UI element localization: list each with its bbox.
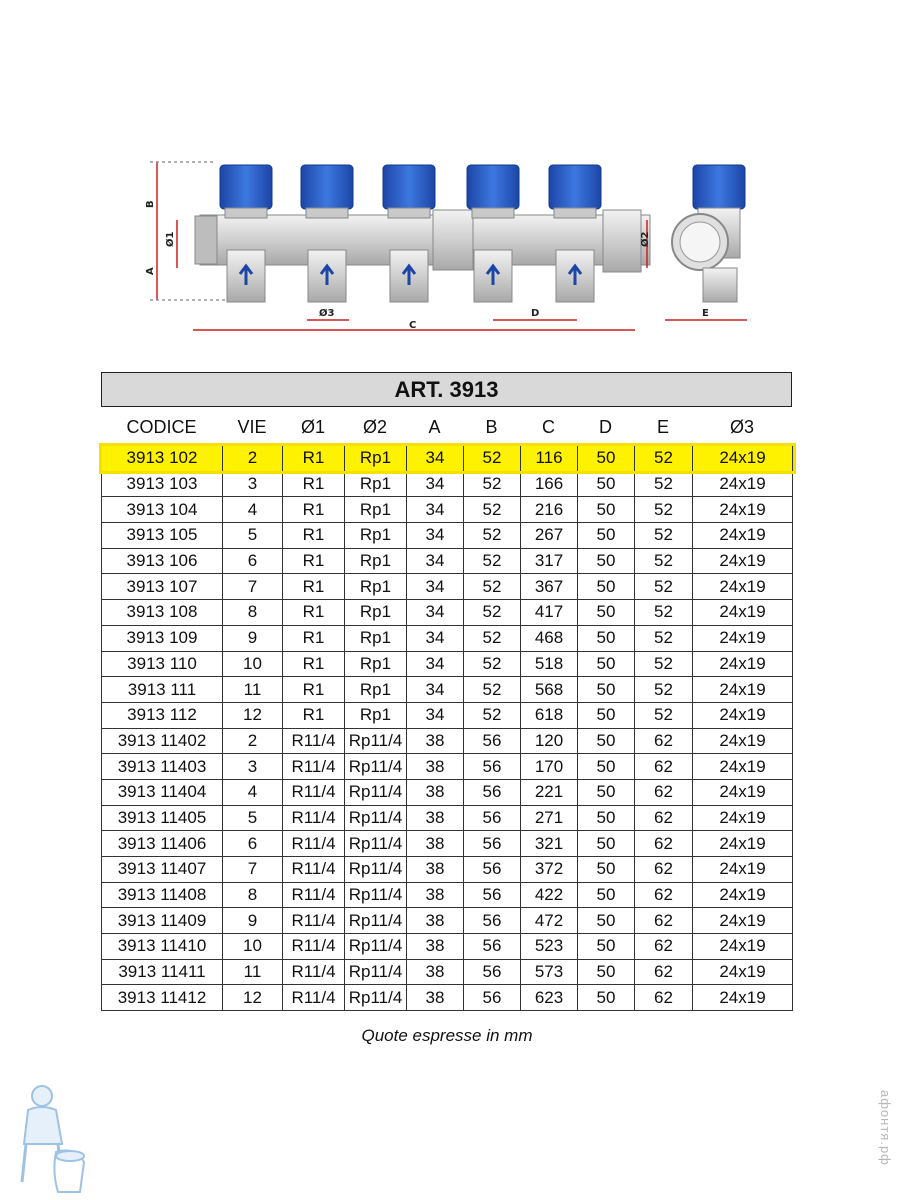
table-cell: 52 xyxy=(635,677,693,703)
table-cell: 523 xyxy=(521,934,578,960)
table-row xyxy=(102,985,793,1011)
table-cell: 216 xyxy=(521,497,578,523)
table-cell: 9 xyxy=(223,625,283,651)
table-cell: 62 xyxy=(635,882,693,908)
table-cell: 50 xyxy=(578,625,635,651)
table-cell: 6 xyxy=(223,548,283,574)
table-cell: 24x19 xyxy=(693,600,793,626)
table-cell: 50 xyxy=(578,600,635,626)
table-cell: 50 xyxy=(578,934,635,960)
table-cell: 34 xyxy=(407,651,464,677)
table-cell: 3913 11408 xyxy=(102,882,223,908)
table-cell: 24x19 xyxy=(693,754,793,780)
table-cell: 623 xyxy=(521,985,578,1011)
table-cell: 317 xyxy=(521,548,578,574)
table-cell: Rp1 xyxy=(345,446,407,472)
table-row xyxy=(102,728,793,754)
column-header: Ø1 xyxy=(300,417,325,437)
table-row xyxy=(102,779,793,805)
table-cell: 50 xyxy=(578,702,635,728)
column-header: C xyxy=(542,417,555,437)
label-e: E xyxy=(702,308,709,319)
table-cell: 38 xyxy=(407,882,464,908)
table-cell: 3913 11403 xyxy=(102,754,223,780)
table-row xyxy=(102,574,793,600)
table-cell: 3913 102 xyxy=(102,446,223,472)
table-cell: 3913 11406 xyxy=(102,831,223,857)
table-cell: 62 xyxy=(635,831,693,857)
table-row xyxy=(102,754,793,780)
table-cell: 52 xyxy=(464,600,521,626)
table-cell: Rp1 xyxy=(345,523,407,549)
table-cell: R1 xyxy=(283,625,345,651)
table-cell: 52 xyxy=(635,651,693,677)
table-cell: 34 xyxy=(407,625,464,651)
table-cell: 34 xyxy=(407,497,464,523)
table-cell: 3 xyxy=(223,471,283,497)
table-cell: 12 xyxy=(223,702,283,728)
table-cell: 24x19 xyxy=(693,651,793,677)
table-cell: 4 xyxy=(223,779,283,805)
table-cell: 56 xyxy=(464,754,521,780)
table-cell: 52 xyxy=(635,446,693,472)
table-cell: 3913 103 xyxy=(102,471,223,497)
table-cell: 34 xyxy=(407,702,464,728)
table-cell: 56 xyxy=(464,882,521,908)
table-cell: R1 xyxy=(283,702,345,728)
table-cell: R11/4 xyxy=(283,857,345,883)
table-cell: 62 xyxy=(635,959,693,985)
table-cell: 62 xyxy=(635,779,693,805)
table-cell: 618 xyxy=(521,702,578,728)
table-cell: 34 xyxy=(407,677,464,703)
table-cell: 62 xyxy=(635,754,693,780)
table-row xyxy=(102,831,793,857)
table-cell: 24x19 xyxy=(693,805,793,831)
table-cell: 3913 11411 xyxy=(102,959,223,985)
table-cell: 50 xyxy=(578,523,635,549)
column-header: E xyxy=(656,417,669,437)
label-a: A xyxy=(145,267,156,275)
table-cell: Rp11/4 xyxy=(345,959,407,985)
table-cell: 24x19 xyxy=(693,446,793,472)
table-cell: R1 xyxy=(283,574,345,600)
table-cell: 38 xyxy=(407,754,464,780)
watermark: афонтя.рф xyxy=(878,1090,893,1166)
table-cell: 6 xyxy=(223,831,283,857)
right-coupling xyxy=(603,210,641,272)
table-cell: 34 xyxy=(407,446,464,472)
table-cell: 38 xyxy=(407,728,464,754)
label-d1: Ø1 xyxy=(165,231,176,247)
table-cell: R11/4 xyxy=(283,959,345,985)
table-cell: 573 xyxy=(521,959,578,985)
table-cell: Rp1 xyxy=(345,625,407,651)
table-cell: 3913 109 xyxy=(102,625,223,651)
table-cell: 5 xyxy=(223,523,283,549)
table-cell: 3913 11409 xyxy=(102,908,223,934)
table-cell: 7 xyxy=(223,857,283,883)
table-cell: 50 xyxy=(578,805,635,831)
table-cell: Rp11/4 xyxy=(345,779,407,805)
table-cell: 34 xyxy=(407,548,464,574)
table-cell: 38 xyxy=(407,857,464,883)
table-cell: 52 xyxy=(635,574,693,600)
table-cell: 52 xyxy=(635,548,693,574)
table-cell: Rp1 xyxy=(345,651,407,677)
table-cell: Rp11/4 xyxy=(345,728,407,754)
table-cell: 3913 107 xyxy=(102,574,223,600)
table-cell: 52 xyxy=(464,523,521,549)
manifold-drawing xyxy=(135,150,785,345)
column-header: D xyxy=(599,417,612,437)
table-cell: 56 xyxy=(464,959,521,985)
table-cell: R1 xyxy=(283,677,345,703)
table-cell: 24x19 xyxy=(693,574,793,600)
table-cell: 52 xyxy=(464,446,521,472)
table-cell: 24x19 xyxy=(693,908,793,934)
table-row xyxy=(102,702,793,728)
table-cell: 52 xyxy=(635,497,693,523)
table-row xyxy=(102,600,793,626)
table-cell: 34 xyxy=(407,600,464,626)
table-cell: Rp11/4 xyxy=(345,882,407,908)
table-row xyxy=(102,548,793,574)
table-cell: 24x19 xyxy=(693,934,793,960)
table-cell: R11/4 xyxy=(283,882,345,908)
table-cell: 472 xyxy=(521,908,578,934)
table-cell: R11/4 xyxy=(283,754,345,780)
table-cell: 10 xyxy=(223,651,283,677)
table-row xyxy=(102,908,793,934)
table-cell: R1 xyxy=(283,523,345,549)
table-cell: 24x19 xyxy=(693,831,793,857)
table-cell: 62 xyxy=(635,908,693,934)
table-title: ART. 3913 xyxy=(101,372,792,407)
table-cell: 50 xyxy=(578,651,635,677)
table-cell: 38 xyxy=(407,908,464,934)
table-cell: 24x19 xyxy=(693,548,793,574)
table-row xyxy=(102,677,793,703)
table-cell: 11 xyxy=(223,959,283,985)
table-cell: 3 xyxy=(223,754,283,780)
table-cell: 52 xyxy=(464,702,521,728)
table-cell: Rp1 xyxy=(345,677,407,703)
table-cell: 221 xyxy=(521,779,578,805)
table-cell: 34 xyxy=(407,574,464,600)
table-cell: Rp1 xyxy=(345,600,407,626)
table-cell: 3913 110 xyxy=(102,651,223,677)
table-cell: Rp11/4 xyxy=(345,754,407,780)
plumber-mascot-logo xyxy=(6,1082,96,1197)
table-cell: 12 xyxy=(223,985,283,1011)
table-cell: 38 xyxy=(407,985,464,1011)
table-cell: 11 xyxy=(223,677,283,703)
table-cell: 50 xyxy=(578,677,635,703)
table-cell: 10 xyxy=(223,934,283,960)
table-cell: 2 xyxy=(223,728,283,754)
table-cell: 56 xyxy=(464,728,521,754)
table-row xyxy=(102,497,793,523)
table-cell: R11/4 xyxy=(283,728,345,754)
side-view xyxy=(672,165,745,302)
table-cell: 52 xyxy=(464,548,521,574)
table-cell: 62 xyxy=(635,985,693,1011)
middle-coupling xyxy=(433,210,473,270)
table-cell: 56 xyxy=(464,779,521,805)
table-cell: 24x19 xyxy=(693,497,793,523)
table-cell: 518 xyxy=(521,651,578,677)
table-cell: 3913 111 xyxy=(102,677,223,703)
table-cell: 52 xyxy=(464,651,521,677)
table-cell: Rp1 xyxy=(345,702,407,728)
table-cell: 50 xyxy=(578,446,635,472)
column-header: VIE xyxy=(237,417,267,437)
table-cell: Rp1 xyxy=(345,471,407,497)
table-cell: 50 xyxy=(578,548,635,574)
table-row xyxy=(102,651,793,677)
table-row xyxy=(102,523,793,549)
table-row xyxy=(102,857,793,883)
table-cell: 38 xyxy=(407,959,464,985)
table-header-row xyxy=(101,410,792,444)
spec-table xyxy=(101,445,793,1011)
table-cell: 52 xyxy=(464,497,521,523)
table-cell: 56 xyxy=(464,985,521,1011)
table-cell: 52 xyxy=(464,677,521,703)
table-cell: R1 xyxy=(283,471,345,497)
column-header: A xyxy=(428,417,441,437)
table-cell: 367 xyxy=(521,574,578,600)
table-cell: 3913 112 xyxy=(102,702,223,728)
table-cell: 62 xyxy=(635,934,693,960)
table-cell: 3913 11407 xyxy=(102,857,223,883)
table-cell: 3913 11410 xyxy=(102,934,223,960)
table-cell: 62 xyxy=(635,805,693,831)
table-cell: 24x19 xyxy=(693,985,793,1011)
table-cell: 24x19 xyxy=(693,523,793,549)
table-cell: 62 xyxy=(635,857,693,883)
table-cell: 38 xyxy=(407,805,464,831)
table-cell: 7 xyxy=(223,574,283,600)
table-cell: R11/4 xyxy=(283,908,345,934)
table-cell: R1 xyxy=(283,548,345,574)
table-cell: 422 xyxy=(521,882,578,908)
table-cell: 4 xyxy=(223,497,283,523)
table-cell: 3913 11405 xyxy=(102,805,223,831)
table-cell: 50 xyxy=(578,857,635,883)
table-row xyxy=(102,446,793,472)
table-cell: 50 xyxy=(578,985,635,1011)
table-cell: R1 xyxy=(283,600,345,626)
table-cell: 5 xyxy=(223,805,283,831)
table-cell: 50 xyxy=(578,959,635,985)
table-cell: R11/4 xyxy=(283,805,345,831)
table-cell: 50 xyxy=(578,908,635,934)
table-row xyxy=(102,959,793,985)
table-cell: 120 xyxy=(521,728,578,754)
table-row xyxy=(102,882,793,908)
table-cell: 8 xyxy=(223,600,283,626)
table-row xyxy=(102,934,793,960)
left-thread xyxy=(195,216,217,264)
table-cell: 52 xyxy=(635,523,693,549)
table-cell: 24x19 xyxy=(693,779,793,805)
table-cell: 3913 11404 xyxy=(102,779,223,805)
table-cell: 50 xyxy=(578,831,635,857)
table-cell: 271 xyxy=(521,805,578,831)
table-cell: 24x19 xyxy=(693,959,793,985)
label-d3: Ø3 xyxy=(319,308,335,319)
table-cell: 24x19 xyxy=(693,625,793,651)
table-cell: 24x19 xyxy=(693,677,793,703)
table-cell: 62 xyxy=(635,728,693,754)
column-header: Ø2 xyxy=(362,417,387,437)
column-header: B xyxy=(485,417,498,437)
table-cell: R11/4 xyxy=(283,831,345,857)
table-cell: Rp1 xyxy=(345,548,407,574)
table-cell: R11/4 xyxy=(283,985,345,1011)
table-cell: Rp11/4 xyxy=(345,934,407,960)
table-cell: 116 xyxy=(521,446,578,472)
label-b: B xyxy=(145,200,156,208)
table-cell: 52 xyxy=(464,471,521,497)
table-cell: 372 xyxy=(521,857,578,883)
table-row xyxy=(102,471,793,497)
table-cell: 24x19 xyxy=(693,857,793,883)
table-cell: Rp11/4 xyxy=(345,908,407,934)
table-cell: R11/4 xyxy=(283,779,345,805)
table-cell: 50 xyxy=(578,882,635,908)
table-cell: 24x19 xyxy=(693,702,793,728)
table-cell: 3913 105 xyxy=(102,523,223,549)
table-cell: 2 xyxy=(223,446,283,472)
table-cell: 34 xyxy=(407,471,464,497)
table-cell: Rp11/4 xyxy=(345,831,407,857)
table-cell: 166 xyxy=(521,471,578,497)
label-c: C xyxy=(409,320,417,331)
table-cell: 3913 108 xyxy=(102,600,223,626)
table-row xyxy=(102,805,793,831)
column-header: CODICE xyxy=(126,417,197,437)
table-cell: 50 xyxy=(578,497,635,523)
table-cell: 568 xyxy=(521,677,578,703)
table-cell: 38 xyxy=(407,934,464,960)
table-cell: 34 xyxy=(407,523,464,549)
table-cell: R1 xyxy=(283,651,345,677)
table-cell: 321 xyxy=(521,831,578,857)
column-header: Ø3 xyxy=(729,417,754,437)
label-d: D xyxy=(531,308,540,319)
table-cell: Rp1 xyxy=(345,574,407,600)
table-cell: 56 xyxy=(464,908,521,934)
units-note: Quote espresse in mm xyxy=(361,1026,533,1045)
table-cell: 8 xyxy=(223,882,283,908)
table-cell: 468 xyxy=(521,625,578,651)
table-cell: 50 xyxy=(578,779,635,805)
table-row xyxy=(102,625,793,651)
table-cell: 3913 106 xyxy=(102,548,223,574)
table-cell: 3913 104 xyxy=(102,497,223,523)
table-cell: 52 xyxy=(635,471,693,497)
table-cell: 50 xyxy=(578,728,635,754)
table-cell: 417 xyxy=(521,600,578,626)
table-cell: Rp11/4 xyxy=(345,985,407,1011)
table-cell: R1 xyxy=(283,446,345,472)
table-cell: Rp11/4 xyxy=(345,805,407,831)
table-cell: 9 xyxy=(223,908,283,934)
table-cell: 50 xyxy=(578,574,635,600)
table-cell: R11/4 xyxy=(283,934,345,960)
table-cell: 267 xyxy=(521,523,578,549)
table-cell: 24x19 xyxy=(693,728,793,754)
table-cell: 56 xyxy=(464,805,521,831)
table-cell: 52 xyxy=(464,574,521,600)
table-cell: 56 xyxy=(464,934,521,960)
table-cell: 3913 11402 xyxy=(102,728,223,754)
table-cell: 52 xyxy=(635,702,693,728)
table-cell: 38 xyxy=(407,779,464,805)
table-cell: 50 xyxy=(578,471,635,497)
table-cell: R1 xyxy=(283,497,345,523)
table-cell: 52 xyxy=(635,625,693,651)
table-cell: Rp1 xyxy=(345,497,407,523)
table-cell: 38 xyxy=(407,831,464,857)
table-cell: 170 xyxy=(521,754,578,780)
table-cell: 50 xyxy=(578,754,635,780)
table-cell: 52 xyxy=(635,600,693,626)
table-cell: 56 xyxy=(464,831,521,857)
table-cell: 24x19 xyxy=(693,471,793,497)
table-cell: 52 xyxy=(464,625,521,651)
table-cell: 24x19 xyxy=(693,882,793,908)
table-cell: Rp11/4 xyxy=(345,857,407,883)
table-cell: 3913 11412 xyxy=(102,985,223,1011)
label-d2: Ø2 xyxy=(640,231,651,247)
table-cell: 56 xyxy=(464,857,521,883)
